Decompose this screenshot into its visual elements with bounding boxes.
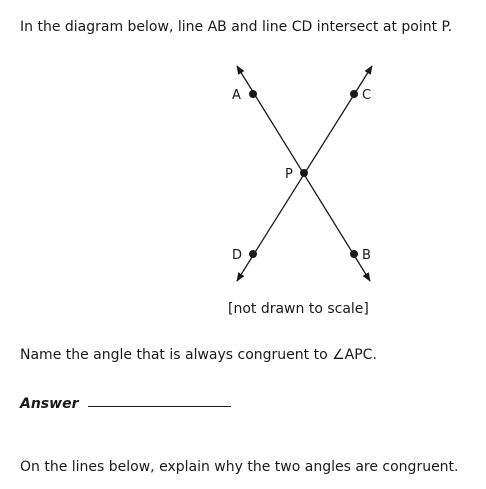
point-b-dot — [350, 250, 358, 258]
point-d-dot — [249, 250, 257, 258]
answer-label: Answer — [20, 396, 79, 412]
scale-note: [not drawn to scale] — [228, 301, 369, 317]
intro-text: In the diagram below, line AB and line CD intersect at point P. — [20, 19, 453, 35]
point-p-label: P — [285, 167, 293, 182]
point-p-dot — [300, 169, 308, 177]
question-text: Name the angle that is always congruent to ∠APC. — [20, 347, 377, 363]
point-a-dot — [249, 90, 257, 98]
point-c-label: C — [362, 88, 372, 103]
point-a-label: A — [232, 88, 241, 103]
point-d-label: D — [232, 248, 243, 263]
point-c-dot — [350, 90, 358, 98]
explain-prompt: On the lines below, explain why the two angles are congruent. — [20, 459, 459, 475]
point-b-label: B — [362, 248, 371, 263]
answer-blank-line[interactable] — [88, 406, 231, 407]
